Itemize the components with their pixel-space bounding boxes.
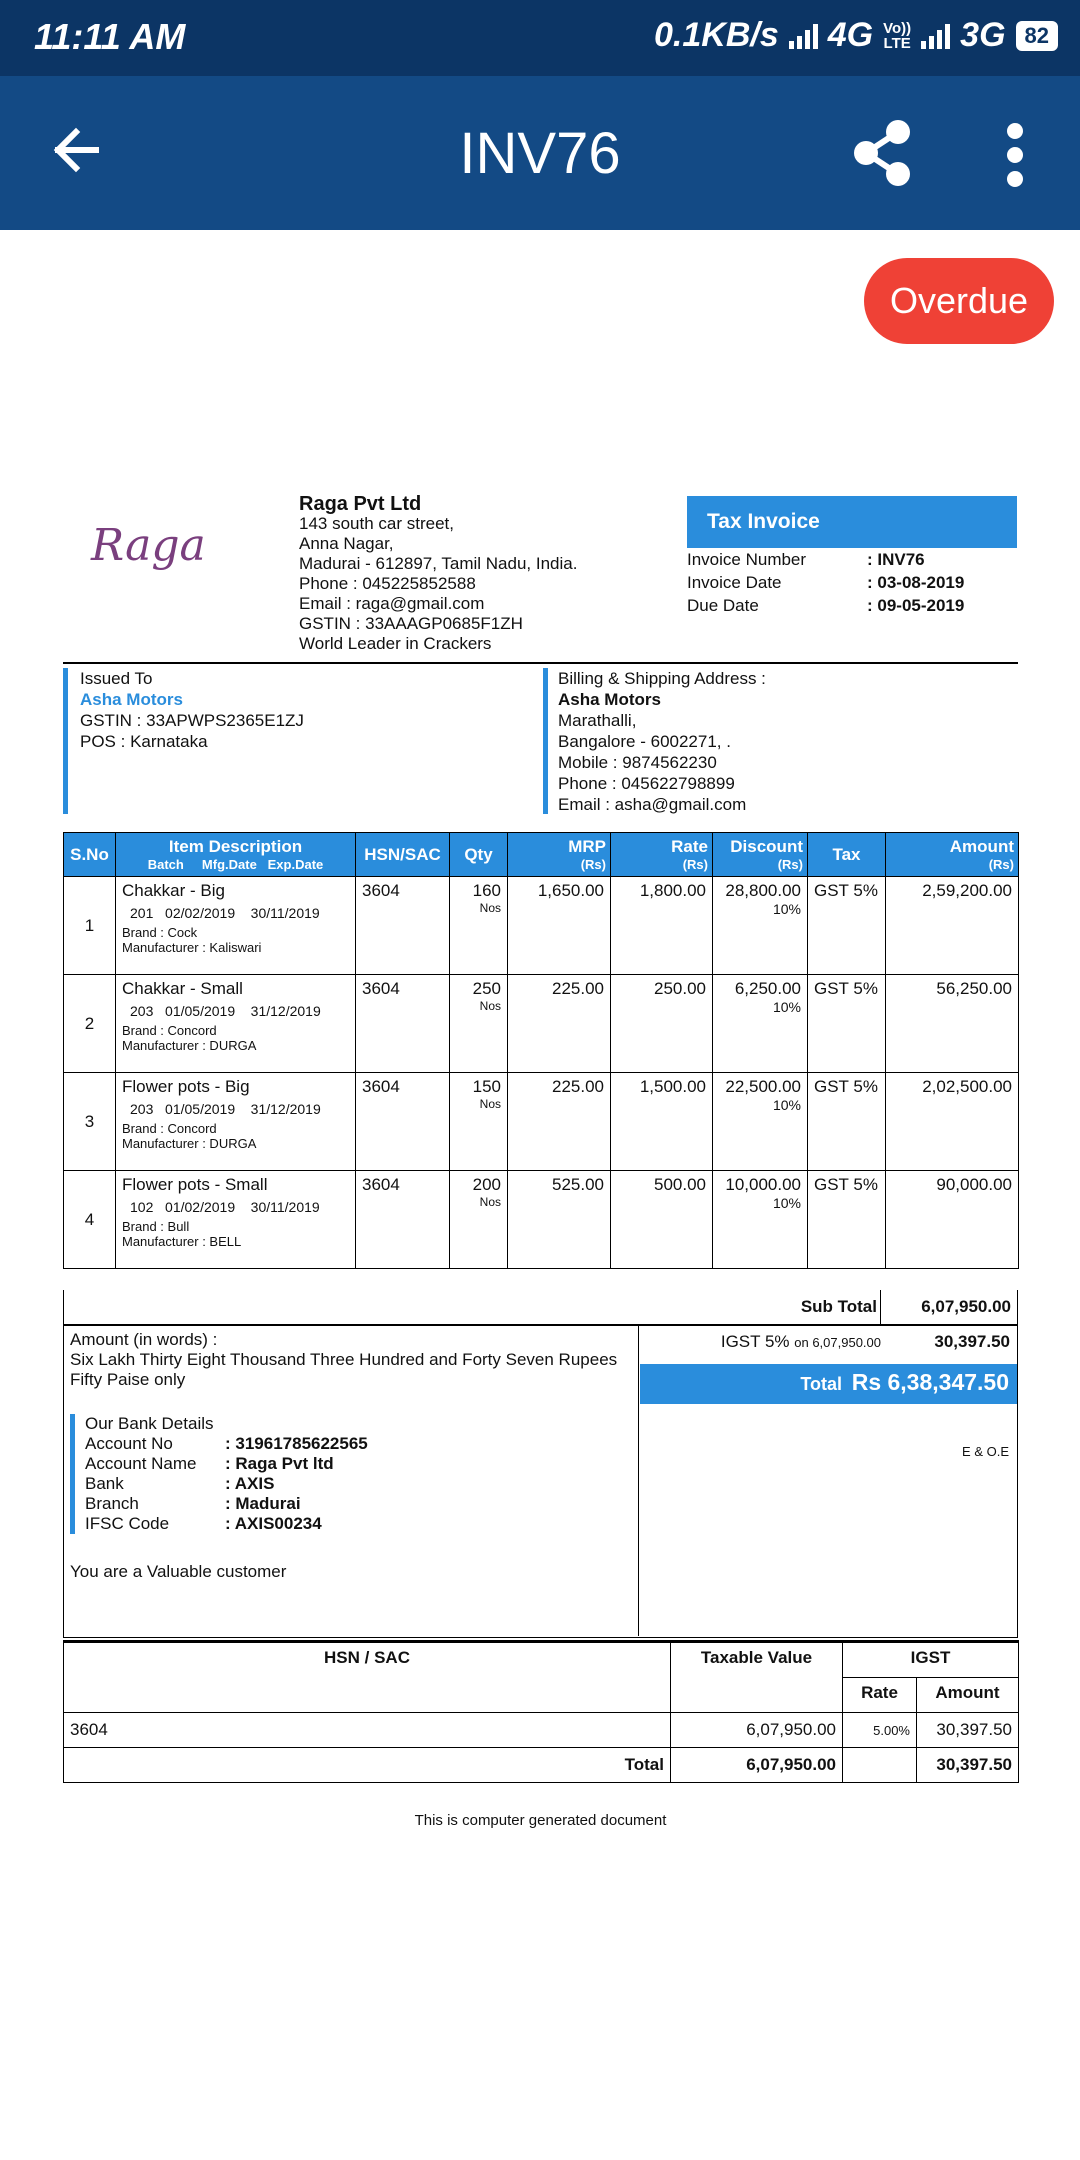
- company-name: Raga Pvt Ltd: [299, 493, 422, 515]
- table-total-row: Total 6,07,950.00 30,397.50: [64, 1748, 1019, 1783]
- igst-line: IGST 5% on 6,07,950.00 30,397.50: [720, 1332, 1010, 1351]
- company-details: [299, 494, 619, 654]
- bank-details: Our Bank Details Account No : 31961785622565 Account Name : Raga Pvt ltd Bank : AXIS Branch : Madurai IFSC Code : AXIS00234: [70, 1414, 485, 1534]
- tax-invoice-heading: Tax Invoice: [687, 496, 1017, 548]
- table-row: 4 Flower pots - Small 102 01/02/2019 30/11/2019 Brand : Bull Manufacturer : BELL 3604 200 Nos 525.00 500.00 10,000.00 10% GST 5% 90,000.00: [64, 1171, 1019, 1269]
- summary-section: [63, 1326, 1018, 1638]
- eoe-note: E & O.E: [962, 1444, 1009, 1459]
- battery-icon: 82: [1016, 21, 1058, 51]
- status-badge: Overdue: [864, 258, 1054, 344]
- customer-note: You are a Valuable customer: [70, 1562, 287, 1581]
- signal-icon: [789, 23, 818, 49]
- status-icons: [654, 16, 1058, 55]
- subtotal-value: 6,07,950.00: [921, 1297, 1011, 1316]
- network-type-2: 3G: [960, 16, 1006, 54]
- share-icon[interactable]: [850, 118, 914, 188]
- tax-invoice-box: [687, 496, 1017, 617]
- footer-note: This is computer generated document: [414, 1812, 667, 1829]
- company-line: Anna Nagar,: [299, 534, 394, 553]
- table-header-row: S.No Item Description Batch Mfg.Date Exp.Date HSN/SAC Qty MRP (Rs) Rate (Rs) Discount (Rs) Tax Amount (Rs): [64, 833, 1019, 877]
- company-line: 143 south car street,: [299, 514, 454, 533]
- net-speed: 0.1KB/s: [654, 16, 779, 54]
- signal-icon-2: [921, 23, 950, 49]
- company-line: Madurai - 612897, Tamil Nadu, India.: [299, 554, 578, 573]
- company-line: GSTIN : 33AAAGP0685F1ZH: [299, 614, 523, 633]
- divider: [63, 662, 1018, 664]
- total-value: Rs 6,38,347.50: [851, 1369, 1009, 1395]
- more-vert-icon[interactable]: [1000, 122, 1030, 188]
- subtotal-row: Sub Total 6,07,950.00: [63, 1290, 1018, 1326]
- customer-name: Asha Motors: [80, 690, 183, 709]
- invoice-meta-row: Invoice Number : INV76: [687, 550, 925, 569]
- table-row: 3604 6,07,950.00 5.00% 30,397.50: [64, 1713, 1019, 1748]
- status-time: 11:11 AM: [34, 16, 186, 57]
- issued-to: Issued To Asha Motors GSTIN : 33APWPS2365E1ZJ POS : Karnataka: [63, 668, 520, 814]
- amount-in-words: Amount (in words) : Six Lakh Thirty Eight Thousand Three Hundred and Forty Seven Rupees Fifty Paise only: [70, 1330, 618, 1389]
- network-type-1: 4G: [827, 16, 874, 54]
- table-row: 3 Flower pots - Big 203 01/05/2019 31/12/2019 Brand : Concord Manufacturer : DURGA 3604 150 Nos 225.00 1,500.00 22,500.00 10% GST 5% 2,02,500.00: [64, 1073, 1019, 1171]
- company-line: World Leader in Crackers: [299, 634, 492, 653]
- billing-address: Billing & Shipping Address : Asha Motors Marathalli, Bangalore - 6002271, . Mobile : 9874562230 Phone : 045622798899 Email : asha@gmail.com: [543, 668, 1028, 814]
- invoice-meta-row: Invoice Date : 03-08-2019: [687, 573, 965, 592]
- hsn-summary-table: HSN / SAC Taxable Value IGST Rate Amount 3604 6,07,950.00 5.00% 30,397.50 Total 6,07,950.00 30,397.50: [63, 1640, 1019, 1783]
- company-line: Email : raga@gmail.com: [299, 594, 485, 613]
- company-logo: Raga: [91, 520, 206, 571]
- total-bar: Total Rs 6,38,347.50: [640, 1364, 1017, 1404]
- items-table: [63, 832, 1019, 1269]
- table-row: 2 Chakkar - Small 203 01/05/2019 31/12/2019 Brand : Concord Manufacturer : DURGA 3604 250 Nos 225.00 250.00 6,250.00 10% GST 5% 56,250.00: [64, 975, 1019, 1073]
- table-row: 1 Chakkar - Big 201 02/02/2019 30/11/2019 Brand : Cock Manufacturer : Kaliswari 3604 160 Nos 1,650.00 1,800.00 28,800.00 10% GST 5% 2,59,200.00: [64, 877, 1019, 975]
- company-line: Phone : 045225852588: [299, 574, 476, 593]
- app-bar: [0, 76, 1080, 230]
- volte-icon: Vo)) LTE: [883, 19, 912, 52]
- invoice-meta-row: Due Date : 09-05-2019: [687, 596, 965, 615]
- page-title: INV76: [459, 121, 621, 186]
- status-bar: [0, 0, 1080, 76]
